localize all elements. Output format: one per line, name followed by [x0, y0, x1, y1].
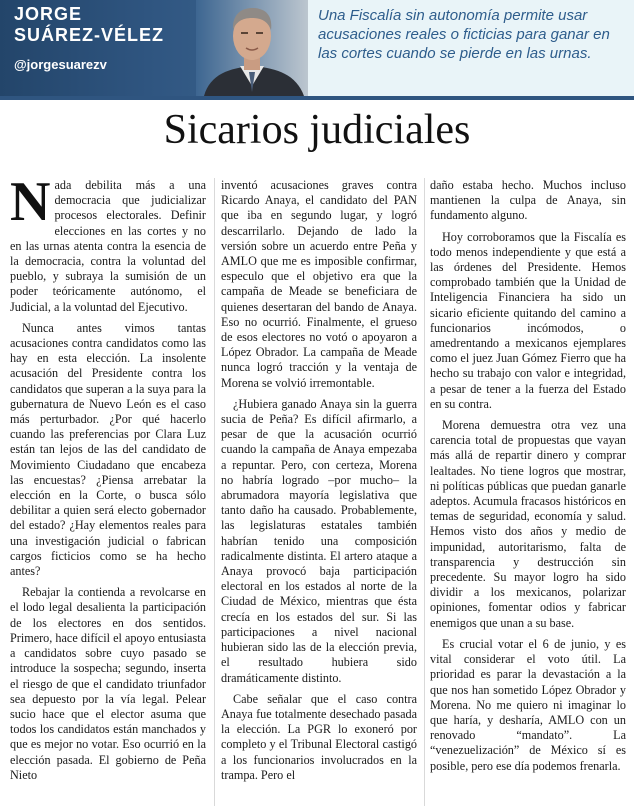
author-banner: [0, 0, 308, 96]
paragraph: Nunca antes vimos tantas acusaciones contra candidatos como las hay en esta elección. La insolente acusación del Presidente contra los candidatos que superan a la suya para la gubernatura de Nuevo León es el caso más perturbador. ¿Por qué hacerlo cuando las preferencias por Clara Luz están tan lejos de las del candidato de Movimiento Ciudadano que encabeza las encuestas? ¿Piensa arrebatar la elección en la Corte, o busca sólo debilitar a quien será electo gobernador del estado? ¿Hay elementos reales para una investigación judicial o fabrican cargos ficticios como se ha hecho antes?: [10, 320, 206, 579]
header-divider: [0, 96, 634, 100]
author-last-name: SUÁREZ-VÉLEZ: [14, 25, 165, 45]
author-photo: [196, 0, 308, 96]
paragraph: Es crucial votar el 6 de junio, y es vital considerar el voto útil. La prioridad es parar la devastación a la que nos han sometido López Obrador y Morena. No me quiero ni imaginar lo que haría, y desharía, AMLO con un renovado “mandato”. La “venezuelización” de México sí es posible, pero ese día podemos frenarla.: [430, 636, 626, 773]
article-title: Sicarios judiciales: [163, 107, 471, 153]
paragraph: daño estaba hecho. Muchos incluso mantienen la culpa de Anaya, sin fundamento alguno.: [430, 178, 626, 223]
paragraph: Rebajar la contienda a revolcarse en el lodo legal desalienta la participación de los electores en dos sentidos. Primero, hace difícil el apoyo entusiasta a candidatos sobre cuyo pasado se introduce la sospecha; segundo, inserta el riesgo de que el candidato triunfador sea depuesto por la vía legal. Pelear sucio hace que el elector asuma que todos los candidatos están manchados y que es mejor no votar. Eso ocurrió en la elección pasada. El gobierno de Peña Nieto: [10, 585, 206, 782]
paragraph: Nada debilita más a una democracia que judicializar procesos electorales. Definir elecciones en las cortes y no en las urnas atenta contra la esencia de la democracia, contra la voluntad del pueblo, y subraya la sumisión de un poder teóricamente autónomo, el Judicial, a la voluntad del Ejecutivo.: [10, 171, 206, 314]
paragraph: Cabe señalar que el caso contra Anaya fue totalmente desechado pasada la elección. La PGR lo exoneró por completo y el Tribunal Electoral castigó a los funcionarios involucrados en la trampa. Pero el: [221, 691, 417, 782]
article-tagline: Una Fiscalía sin autonomía permite usar acusaciones reales o ficticias para ganar en las cortes cuando se pierde en las urnas.: [318, 7, 610, 62]
author-handle[interactable]: @jorgesuarezv: [14, 57, 107, 72]
article-column-3: [430, 178, 626, 780]
paragraph: Hoy corroboramos que la Fiscalía es todo menos independiente y que está a las órdenes del Presidente. Hemos comprobado también que la Unidad de Inteligencia Financiera ha sido un sicario eficiente quitando del camino a funcionarios incómodos, o amedrentando a mexicanos ejemplares como el juez Juan Gómez Fierro que ha hecho su trabajo con valor e integridad, a pesar de tener a la fuerza del Estado en su contra.: [430, 229, 626, 411]
paragraph: inventó acusaciones graves contra Ricardo Anaya, el candidato del PAN que iba en segundo lugar, y logró descarrilarlo. Dejando de lado la versión sobre un acuerdo entre Peña y AMLO que me es imposible confirmar, especulo que el objetivo era que la campaña de Meade se beneficiara de quienes desertaran del bando de Anaya. Eso no ocurrió. Finalmente, el grueso de esos electores no votó o apoyaron a López Obrador. La campaña de Meade nunca logró tracción y la ventaja de Morena se volvió irremontable.: [221, 178, 417, 390]
paragraph: ¿Hubiera ganado Anaya sin la guerra sucia de Peña? Es difícil afirmarlo, a pesar de que la acusación ocurrió cuando la campaña de Anaya empezaba a repuntar. Pero, con certeza, Morena no habría logrado –por mucho– la abrumadora mayoría legislativa que tanto daño ha causado. Probablemente, las legislaturas estatales también habrían tenido una composición radicalmente distinta. El artero ataque a Anaya provocó baja participación electoral en los estados al norte de la Ciudad de México, mientras que ésta crecía en los estados del sur. Si las participaciones a nivel nacional hubieran sido las de la elección previa, el resultado hubiera sido dramáticamente distinto.: [221, 396, 417, 685]
author-first-name: JORGE: [14, 4, 83, 24]
article-column-2: [221, 178, 417, 789]
column-divider: [424, 178, 425, 806]
article-header: [0, 0, 634, 96]
article-column-1: [10, 171, 206, 789]
author-name: [14, 4, 164, 46]
drop-cap: N: [10, 171, 51, 233]
column-divider: [214, 178, 215, 806]
paragraph: Morena demuestra otra vez una carencia total de propuestas que vayan más allá de repartir dinero y comprar lealtades. No tiene logros que mostrar, ni políticas públicas que puedan ganarle adeptos. Acumula fracasos históricos en temas de seguridad, economía y salud. Hemos visto dos años y medio de impunidad, autoritarismo, falta de transparencia y destrucción sin precedente. Su mayor logro ha sido dividir a los mexicanos, polarizar opiniones, fomentar odios y fabricar enemigos que unan a su base.: [430, 418, 626, 630]
